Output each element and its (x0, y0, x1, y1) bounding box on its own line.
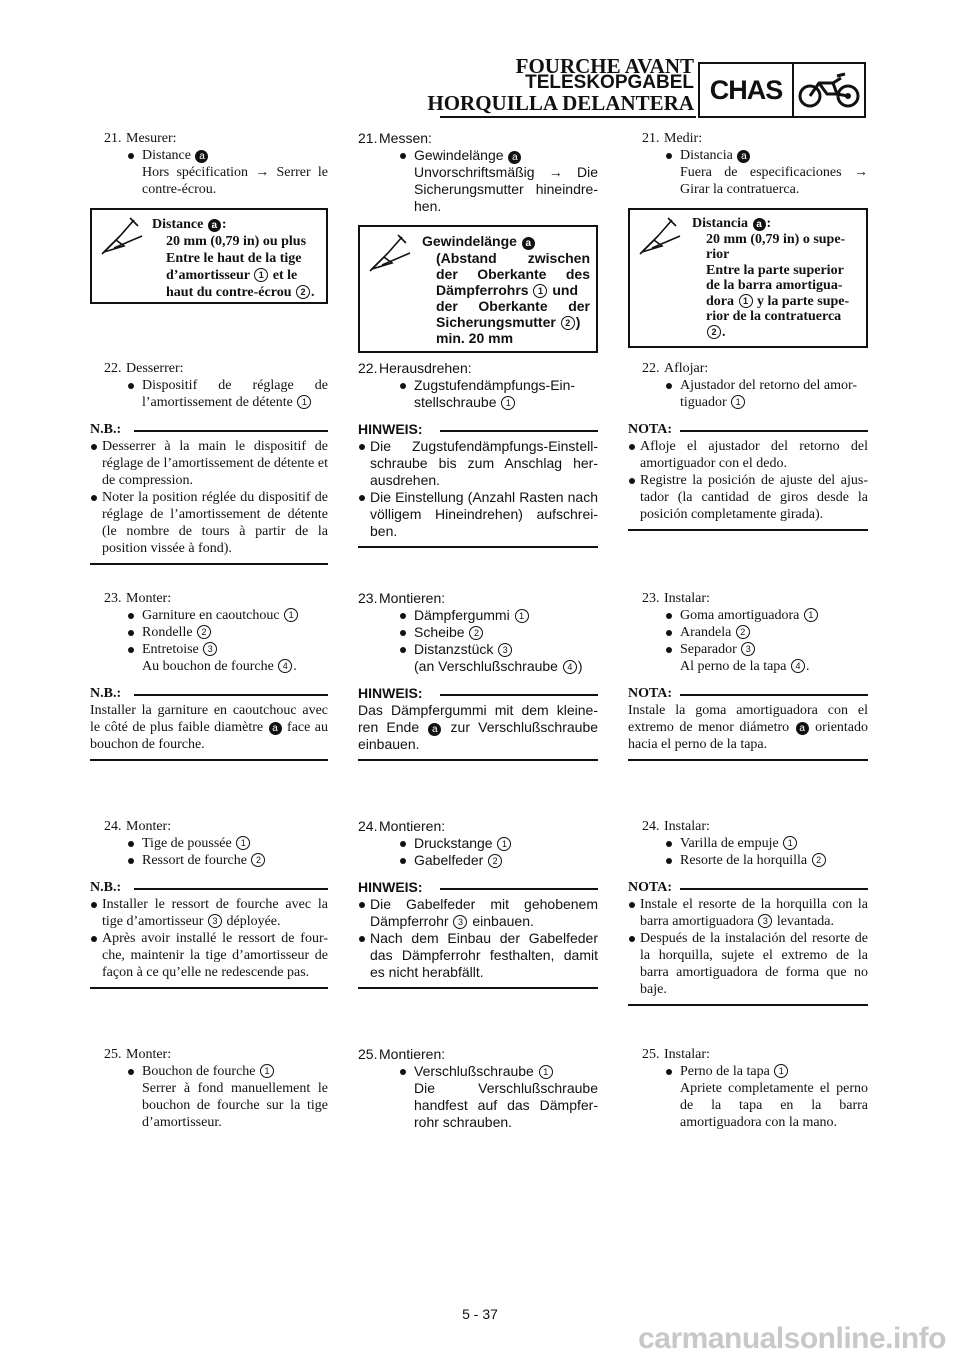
wrench-icon (638, 216, 682, 256)
spec-box: Distance a : 20 mm (0,79 in) ou plus Entre le haut de la tige d’amortisseur 1 et le haut du contre-écrou 2 . (90, 208, 328, 304)
header-rule (440, 116, 696, 118)
step-21-es: 21. Medir: Distancia a Fuera de especificaciones → Girar la contratuerca. Distancia a : 20 mm (0,79 in) o supe- rior Entre la parte superior de la barra amortigua- dora 1 y la parte supe- rior de la contratuerca 2 . (628, 130, 868, 348)
step-21-fr: 21. Mesurer: Distance a Hors spécification → Serrer le contre-écrou. Distance a : 20 mm (0,79 in) ou plus Entre le haut de la tige d’amortisseur 1 et le haut du contre-écrou 2 . (90, 130, 328, 304)
title-french: FOURCHE AVANT (515, 54, 694, 78)
step-24-es: 24. Instalar: Varilla de empuje 1 Resorte de la horquilla 2 NOTA: Instale el resorte de la horquilla con la barra amortiguadora 3 levantada. Después de la instalación del resorte de la horquilla, sujete el extremo de la barra amortiguadora de forma que no baje. (628, 818, 868, 1006)
step-25-fr: 25. Monter: Bouchon de fourche 1 Serrer à fond manuellement le bouchon de fourche sur la tige d’amortisseur. (104, 1047, 328, 1130)
spec-box: Distancia a : 20 mm (0,79 in) o supe- rior Entre la parte superior de la barra amortigua- dora 1 y la parte supe- rior de la contratuerca 2 . (628, 208, 868, 348)
wrench-icon (368, 233, 412, 273)
step-22-de: 22. Herausdrehen: Zugstufendämpfungs-Ein-stellschraube 1 HINWEIS: Die Zugstufendämpfungs-Einstell-schraube bis zum Anschlag her-ausdrehen. Die Einstellung (Anzahl Rasten nach völligem Hineindrehen) aufschrei-ben. (358, 360, 598, 548)
watermark: carmanualsonline.info (638, 1322, 946, 1355)
step-25-de: 25. Montieren: Verschlußschraube 1 Die Verschlußschraube handfest auf das Dämpfer-rohr schrauben. (358, 1046, 598, 1130)
step-21-de: 21. Messen: Gewindelänge a Unvorschriftsmäßig → Die Sicherungsmutter hineindre-hen. Gewindelänge a (Abstand zwischen der Oberkante des Dämpferrohrs 1 und der Oberkante der Sicherungsmutter 2 ) min. 20 mm (358, 130, 598, 353)
title-german: TELESKOPGABEL (525, 72, 694, 93)
section-badge (698, 62, 866, 118)
step-24-de: 24. Montieren: Druckstange 1 Gabelfeder 2 HINWEIS: Die Gabelfeder mit gehobenem Dämpferrohr 3 einbauen. Nach dem Einbau der Gabelfeder das Dämpferrohr festhalten, damit es nicht herabfällt. (358, 818, 598, 989)
motorcycle-icon (794, 64, 864, 116)
step-23-es: 23. Instalar: Goma amortiguadora 1 Arandela 2 Separador 3 Al perno de la tapa 4 . NOTA: Instale la goma amortiguadora con el extremo de menor diámetro a orientado hacia el perno de la tapa. (628, 590, 868, 761)
step-25-es: 25. Instalar: Perno de la tapa 1 Apriete completamente el perno de la tapa en la barra amortiguadora con la mano. (642, 1047, 868, 1130)
step-22-es: 22. Aflojar: Ajustador del retorno del amor-tiguador 1 NOTA: Afloje el ajustador del retorno del amortiguador con el dedo. Registre la posición de ajuste del ajus-tador (la cantidad de giros desde la posición completamente girada). (628, 360, 868, 531)
spec-box: Gewindelänge a (Abstand zwischen der Oberkante des Dämpferrohrs 1 und der Oberkante der Sicherungsmutter 2 ) min. 20 mm (358, 225, 598, 353)
title-spanish: HORQUILLA DELANTERA (427, 91, 694, 115)
step-24-fr: 24. Monter: Tige de poussée 1 Ressort de fourche 2 N.B.: Installer le ressort de fourche avec la tige d’amortisseur 3 déployée. Après avoir installé le ressort de four-che, maintenir la tige d’amortisseur de façon à ce qu’elle ne redescende pas. (90, 818, 328, 989)
page-number: 5 - 37 (462, 1306, 498, 1322)
step-22-fr: 22. Desserrer: Dispositif de réglage de l’amortissement de détente 1 N.B.: Desserrer à la main le dispositif de réglage de l’amortissement de détente et de compression. Noter la position réglée du dispositif de réglage de l’amortissement de détente (le nombre de tours à partir de la position vissée à fond). (90, 360, 328, 565)
section-code: CHAS (700, 64, 794, 116)
wrench-icon (100, 216, 144, 256)
step-23-fr: 23. Monter: Garniture en caoutchouc 1 Rondelle 2 Entretoise 3 Au bouchon de fourche 4 . N.B.: Installer la garniture en caoutchouc avec le côté de plus faible diamètre a face au bouchon de fourche. (90, 590, 328, 761)
step-23-de: 23. Montieren: Dämpfergummi 1 Scheibe 2 Distanzstück 3 (an Verschlußschraube 4 ) HINWEIS: Das Dämpfergummi mit dem kleine-ren Ende a zur Verschlußschraube einbauen. (358, 590, 598, 761)
